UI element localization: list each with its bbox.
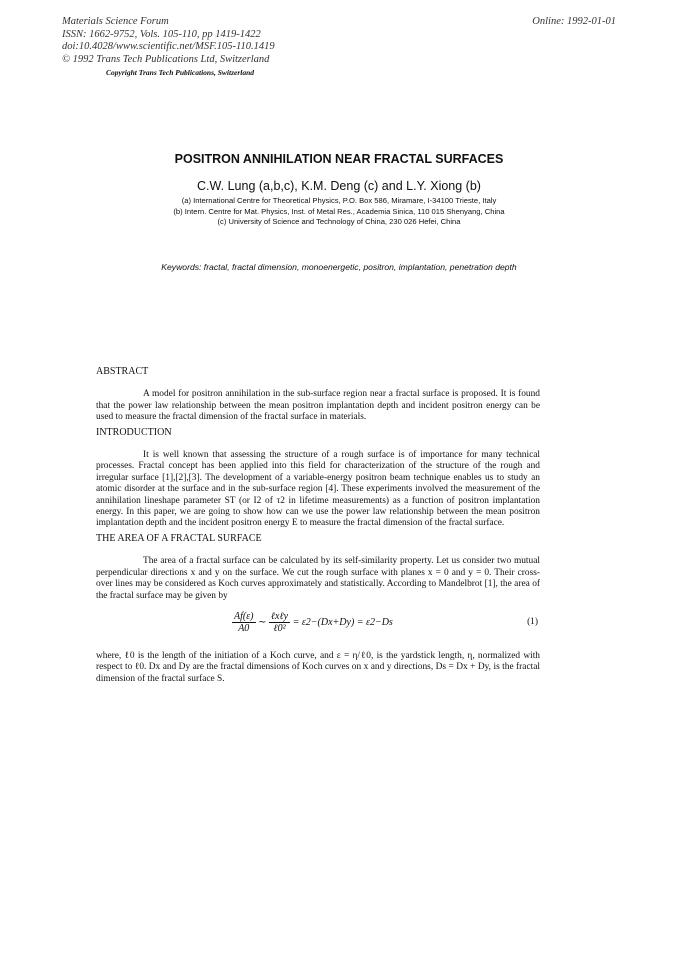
affiliation-c: (c) University of Science and Technology of China, 230 026 Hefei, China xyxy=(217,217,461,227)
similar-sign: ∼ xyxy=(258,617,267,629)
abstract-text: A model for positron annihilation in the sub-surface region near a fractal surface is proposed. It is found that the power law relationship between the mean positron implantation depth and incident positron energy can be used to measure the fractal dimension of the fractal surface in materials. xyxy=(96,389,540,423)
copyright-line: © 1992 Trans Tech Publications Ltd, Switzerland xyxy=(62,53,270,65)
fractal-area-heading: THE AREA OF A FRACTAL SURFACE xyxy=(96,532,262,544)
affiliations xyxy=(0,196,678,228)
journal-name: Materials Science Forum xyxy=(62,16,169,27)
fractal-area-text: The area of a fractal surface can be calculated by its self-similarity property. Let us consider two mutual perpendicular directions x and y on the surface. We cut the rough surface with planes x = 0 and y = 0. Their cross-over lines may be considered as Koch curves approximately and statistically. According to Mandelbrot [1], the area of the fractal surface may be given by xyxy=(96,556,540,601)
equation-rhs: = ε2−(Dx+Dy) = ε2−Ds xyxy=(292,617,393,629)
mid-denominator: ℓ0² xyxy=(273,623,286,635)
equation-formula xyxy=(232,611,393,635)
post-equation-text: where, ℓ0 is the length of the initiation of a Koch curve, and ε = η/ℓ0, is the yardstick length, η, normalized with respect to ℓ0. Dx and Dy are the fractal dimensions of Koch curves on x and y directions, Ds = Dx + Dy, is the fractal dimension of the fractal surface S. xyxy=(96,650,540,684)
affiliation-b: (b) Intern. Centre for Mat. Physics, Inst. of Metal Res., Academia Sinica, 110 015 Shenyang, China xyxy=(173,206,505,216)
copyright-publisher: Copyright Trans Tech Publications, Switzerland xyxy=(106,68,255,77)
issn-line: ISSN: 1662-9752, Vols. 105-110, pp 1419-1422 xyxy=(62,28,261,40)
doi-line: doi:10.4028/www.scientific.net/MSF.105-110.1419 xyxy=(62,41,275,52)
lhs-denominator: A0 xyxy=(238,623,250,635)
mid-fraction xyxy=(269,611,290,635)
introduction-text: It is well known that assessing the structure of a rough surface is of importance for many technical processes. Fractal concept has been applied into this field for characterization of the structure of the rough and irregular surface [1],[2],[3]. The development of a variable-energy positron beam technique enables us to study an atomic disorder at the surface and in the sub-surface region [4]. These experiments involved the measurement of the annihilation lineshape parameter ST (or I2 of τ2 in lifetime measurements) as a function of positron implantation energy. In this paper, we are going to show how can we use the power law relationship between the mean positron implantation depth and the incident positron energy E to measure the fractal dimension of the fractal surface. xyxy=(96,450,540,529)
online-date: Online: 1992-01-01 xyxy=(532,16,616,27)
journal-header xyxy=(62,16,275,80)
lhs-fraction xyxy=(232,611,256,635)
introduction-heading: INTRODUCTION xyxy=(96,426,172,438)
mid-numerator: ℓxℓy xyxy=(270,610,289,622)
keywords: Keywords: fractal, fractal dimension, monoenergetic, positron, implantation, penetration depth xyxy=(161,262,517,272)
paper-title: POSITRON ANNIHILATION NEAR FRACTAL SURFACES xyxy=(174,152,504,166)
affiliation-a: (a) International Centre for Theoretical Physics, P.O. Box 586, Miramare, I-34100 Trieste, Italy xyxy=(181,196,497,205)
paper-authors: C.W. Lung (a,b,c), K.M. Deng (c) and L.Y. Xiong (b) xyxy=(197,179,481,193)
abstract-heading: ABSTRACT xyxy=(96,366,149,377)
paper-body xyxy=(96,366,540,688)
equation-1 xyxy=(96,605,540,641)
equation-number: (1) xyxy=(527,616,538,627)
lhs-numerator: Af(ε) xyxy=(234,610,254,622)
